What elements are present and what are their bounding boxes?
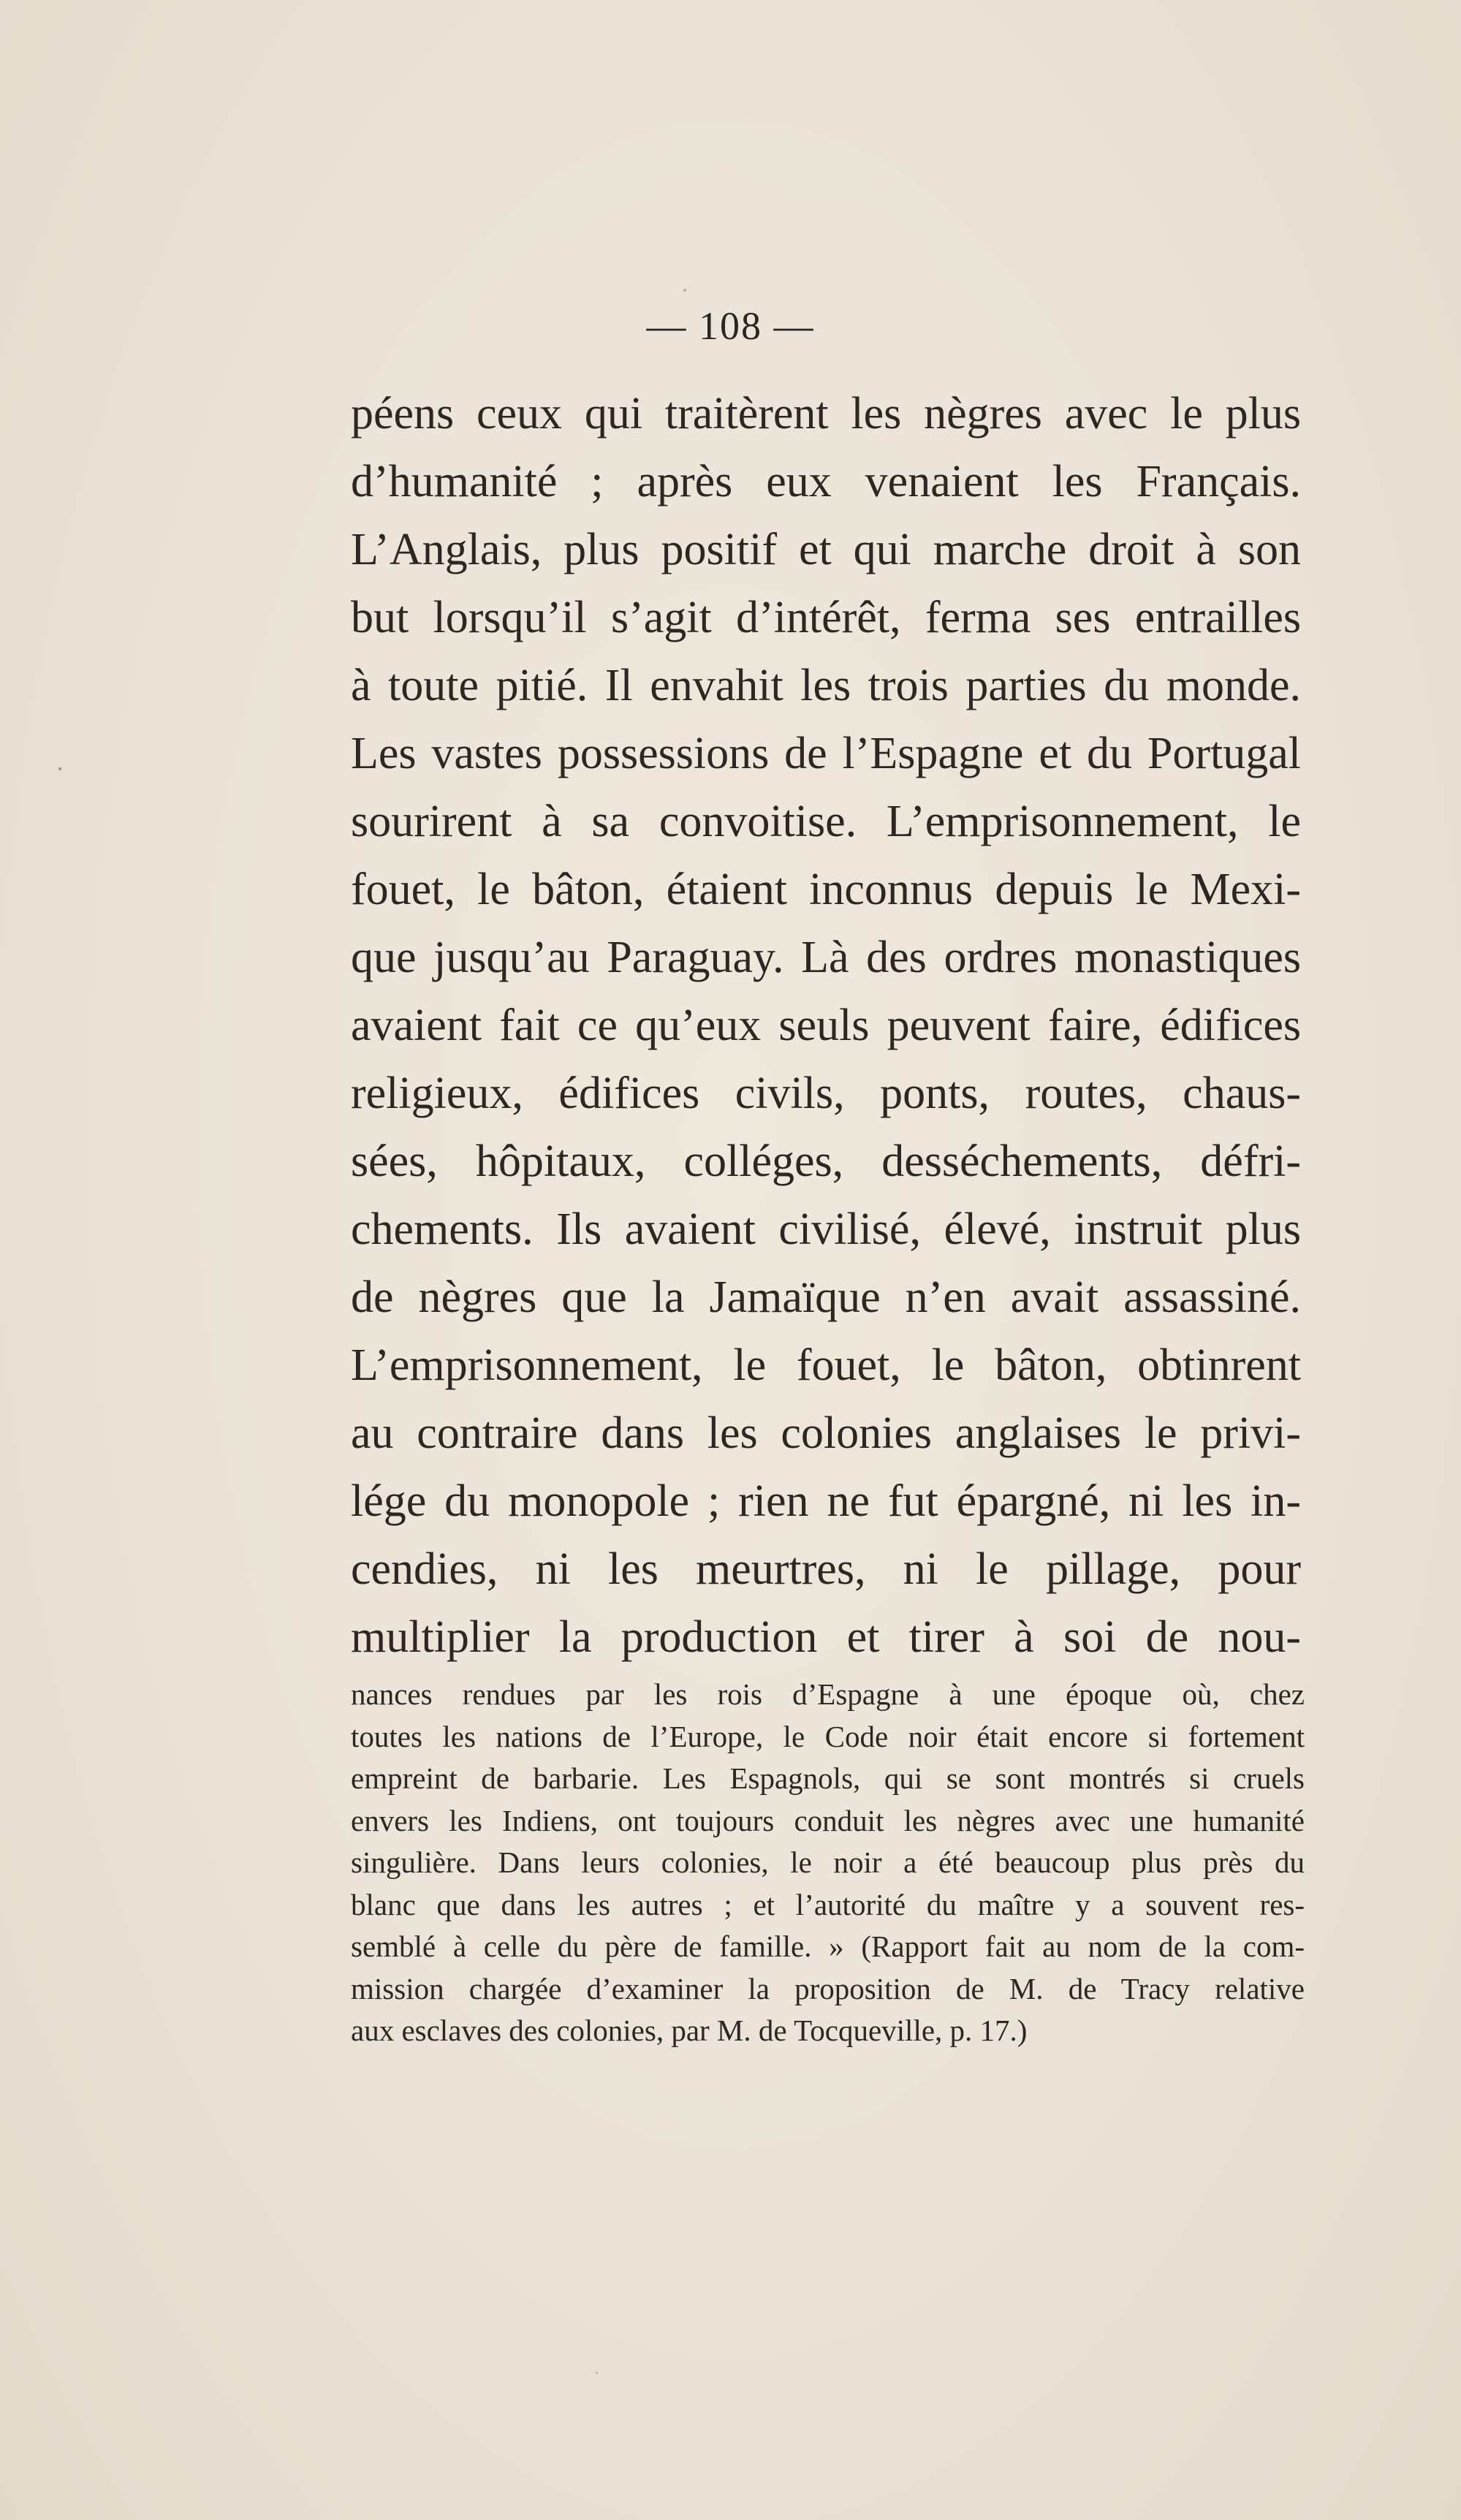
body-line: que jusqu’au Paraguay. Là des ordres monastiques (351, 933, 1301, 982)
body-line: L’Anglais, plus positif et qui marche droit à son (351, 525, 1301, 574)
body-line: sées, hôpitaux, colléges, desséchements, défri- (351, 1136, 1301, 1186)
body-line: péens ceux qui traitèrent les nègres avec le plus (351, 389, 1301, 439)
body-line: religieux, édifices civils, ponts, routes, chaus- (351, 1069, 1301, 1118)
footnote (351, 1674, 1305, 2052)
footnote-line: singulière. Dans leurs colonies, le noir a été beaucoup plus près du (351, 1845, 1305, 1879)
footnote-line: aux esclaves des colonies, par M. de Tocqueville, p. 17.) (351, 2014, 1028, 2047)
body-line: d’humanité ; après eux venaient les Français. (351, 457, 1301, 506)
footnote-line: semblé à celle du père de famille. » (Rapport fait au nom de la com- (351, 1929, 1305, 1963)
body-line: multiplier la production et tirer à soi de nou- (351, 1612, 1301, 1662)
footnote-line: blanc que dans les autres ; et l’autorité du maître y a souvent res- (351, 1887, 1305, 1921)
body-line: but lorsqu’il s’agit d’intérêt, ferma ses entrailles (351, 593, 1301, 642)
body-line: avaient fait ce qu’eux seuls peuvent faire, édifices (351, 1001, 1301, 1050)
body-line: L’emprisonnement, le fouet, le bâton, obtinrent (351, 1340, 1301, 1390)
paper-speck (683, 289, 686, 292)
footnote-line: empreint de barbarie. Les Espagnols, qui se sont montrés si cruels (351, 1761, 1305, 1795)
paper-speck (58, 767, 61, 770)
body-line: sourirent à sa convoitise. L’emprisonnement, le (351, 797, 1301, 846)
body-line: fouet, le bâton, étaient inconnus depuis le Mexi- (351, 865, 1301, 914)
paper-speck (596, 2372, 598, 2374)
footnote-line: envers les Indiens, ont toujours conduit les nègres avec une humanité (351, 1803, 1305, 1837)
page-number: — 108 — (646, 304, 815, 348)
body-line: au contraire dans les colonies anglaises le privi- (351, 1408, 1301, 1458)
body-line: chements. Ils avaient civilisé, élevé, instruit plus (351, 1204, 1301, 1254)
body-line: lége du monopole ; rien ne fut épargné, ni les in- (351, 1476, 1301, 1526)
body-line: à toute pitié. Il envahit les trois parties du monde. (351, 661, 1301, 710)
body-line: cendies, ni les meurtres, ni le pillage, pour (351, 1544, 1301, 1594)
body-line: Les vastes possessions de l’Espagne et du Portugal (351, 729, 1301, 778)
body-line: de nègres que la Jamaïque n’en avait assassiné. (351, 1272, 1301, 1322)
footnote-line: nances rendues par les rois d’Espagne à une époque où, chez (351, 1677, 1305, 1711)
footnote-line: toutes les nations de l’Europe, le Code noir était encore si fortement (351, 1719, 1305, 1753)
body-text (351, 380, 1301, 1671)
footnote-line: mission chargée d’examiner la proposition de M. de Tracy relative (351, 1971, 1305, 2005)
